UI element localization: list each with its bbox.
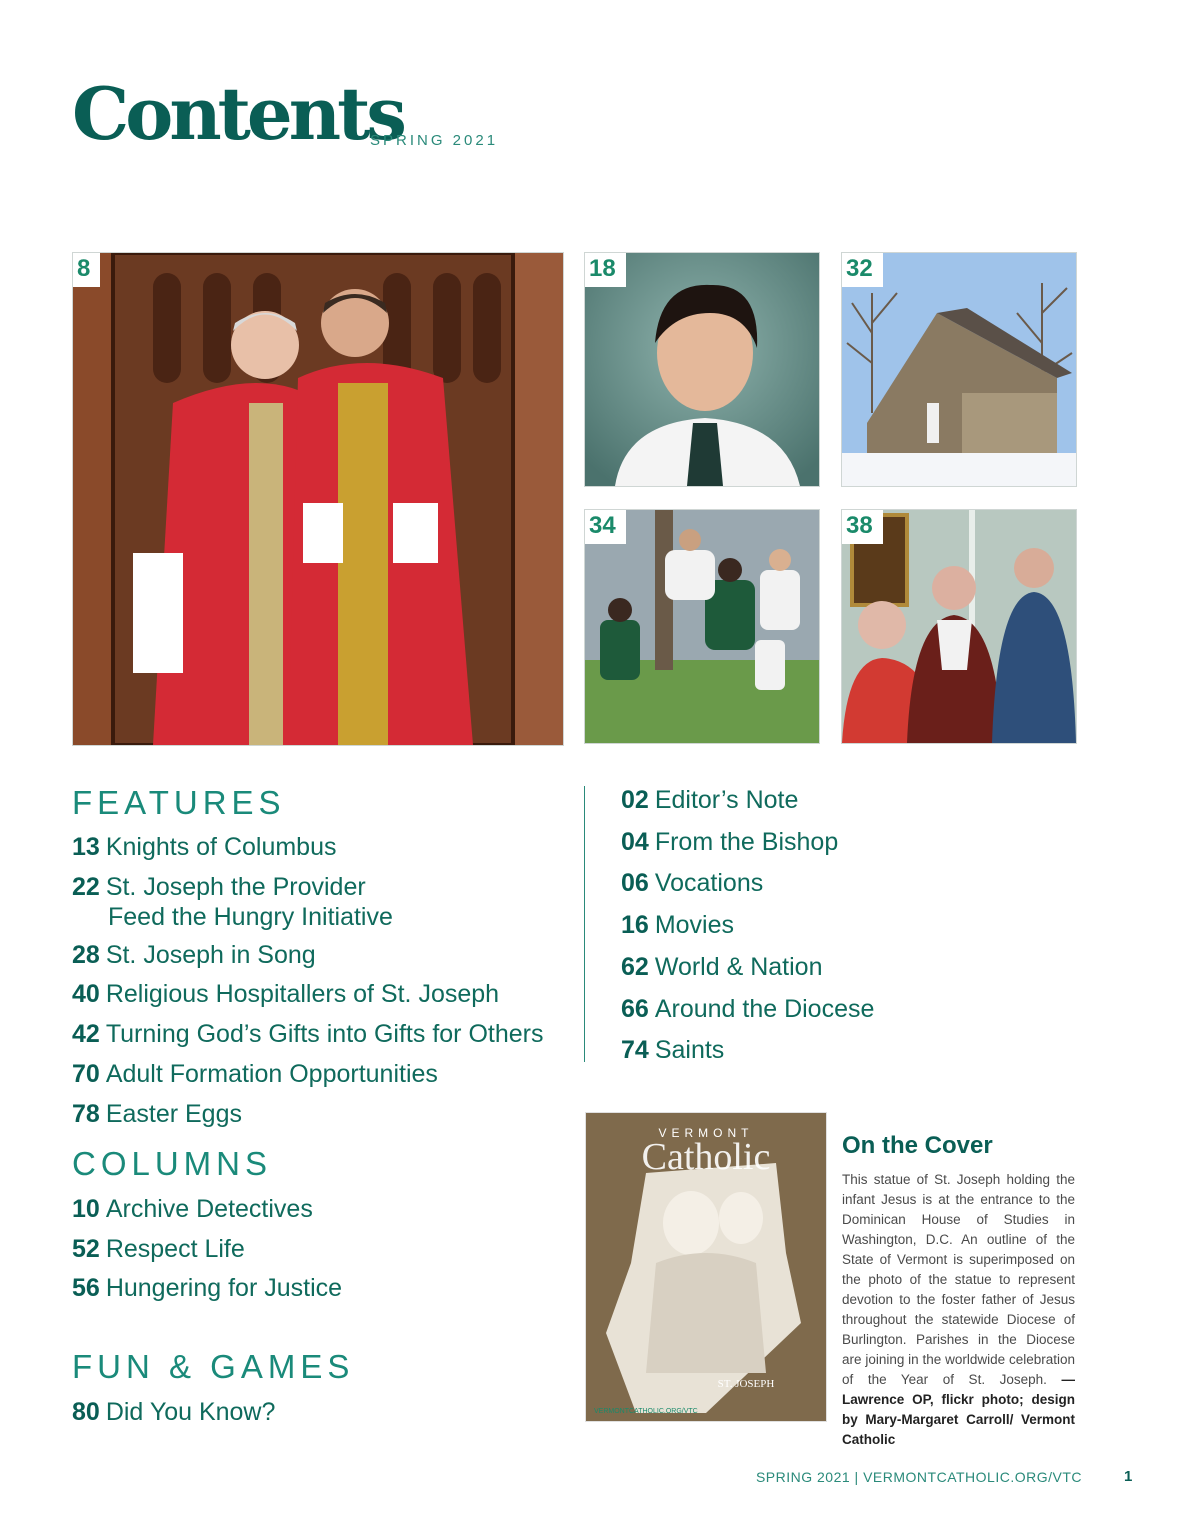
toc-item[interactable] [621, 868, 763, 898]
toc-item[interactable] [72, 1099, 242, 1129]
cover-url: VERMONTCATHOLIC.ORG/VTC [594, 1408, 698, 1415]
toc-item[interactable] [72, 872, 393, 932]
toc-title: Saints [654, 1036, 725, 1064]
toc-title: Archive Detectives [105, 1195, 313, 1223]
photo-page-number: 38 [842, 510, 883, 544]
photo-page-number: 18 [585, 253, 626, 287]
toc-title: St. Joseph the Provider [105, 873, 366, 901]
toc-title: World & Nation [654, 953, 823, 981]
toc-title: Respect Life [105, 1235, 245, 1263]
photo-page-number: 34 [585, 510, 626, 544]
toc-subtitle: Feed the Hungry Initiative [108, 903, 393, 931]
cover-mag-name: Catholic [641, 1136, 771, 1178]
columns-heading: COLUMNS [72, 1145, 273, 1182]
toc-title: Editor’s Note [654, 786, 799, 814]
column-divider [584, 786, 585, 1062]
photo-page-number: 32 [842, 253, 883, 287]
toc-item[interactable] [72, 1194, 313, 1224]
toc-item[interactable] [72, 1273, 342, 1303]
soccer-illustration [585, 510, 819, 743]
toc-title: Knights of Columbus [105, 833, 337, 861]
toc-page: 04 [621, 828, 649, 856]
cover-badge: ST. JOSEPH [717, 1378, 775, 1390]
toc-item[interactable] [72, 940, 316, 970]
toc-page: 10 [72, 1195, 100, 1223]
toc-title: From the Bishop [654, 828, 839, 856]
cover-mag-name-top: VERMONT [658, 1126, 754, 1140]
photo-page-number: 8 [73, 253, 100, 287]
toc-page: 40 [72, 980, 100, 1008]
toc-page: 66 [621, 995, 649, 1023]
cover-body: This statue of St. Joseph holding the infant Jesus is at the entrance to the Dominican House of Studies in Washington, D.C. An outline of the State of Vermont is superimposed on the photo of the statue to represent devotion to the foster father of Jesus throughout the statewide Diocese of Burlington. Parishes in the Diocese are joining in the worldwide celebration of the Year of St. Joseph. [842, 1172, 1075, 1387]
chapel-illustration [842, 253, 1076, 486]
toc-page: 56 [72, 1274, 100, 1302]
toc-item[interactable] [621, 952, 822, 982]
issue-label: SPRING 2021 [370, 132, 499, 149]
cover-illustration [586, 1113, 826, 1421]
toc-item[interactable] [621, 785, 798, 815]
boy-illustration [585, 253, 819, 486]
toc-page: 28 [72, 941, 100, 969]
toc-page: 22 [72, 873, 100, 901]
toc-page: 62 [621, 953, 649, 981]
cover-credit: — Lawrence OP, flickr photo; design by Mary-Margaret Carroll/ Vermont Catholic [842, 1372, 1075, 1447]
toc-item[interactable] [72, 1397, 275, 1427]
photo-sisters[interactable] [841, 509, 1077, 744]
toc-page: 80 [72, 1398, 100, 1426]
footer-text: SPRING 2021 | VERMONTCATHOLIC.ORG/VTC [755, 1469, 1082, 1485]
toc-page: 52 [72, 1235, 100, 1263]
toc-title: Turning God’s Gifts into Gifts for Others [105, 1020, 544, 1048]
toc-title: Vocations [654, 869, 764, 897]
toc-title: Movies [654, 911, 734, 939]
toc-item[interactable] [621, 994, 874, 1024]
toc-title: Around the Diocese [654, 995, 875, 1023]
cover-description [842, 1170, 1075, 1450]
photo-boy[interactable] [584, 252, 820, 487]
page-title: Contents [72, 71, 403, 156]
toc-item[interactable] [72, 1234, 245, 1264]
toc-item[interactable] [72, 1019, 543, 1049]
toc-title: St. Joseph in Song [105, 941, 316, 969]
toc-page: 13 [72, 833, 100, 861]
toc-page: 02 [621, 786, 649, 814]
toc-page: 78 [72, 1100, 100, 1128]
photo-chapel[interactable] [841, 252, 1077, 487]
toc-page: 16 [621, 911, 649, 939]
toc-title: Easter Eggs [105, 1100, 242, 1128]
cover-thumbnail[interactable] [585, 1112, 827, 1422]
toc-title: Religious Hospitallers of St. Joseph [105, 980, 500, 1008]
sisters-illustration [842, 510, 1076, 743]
toc-page: 70 [72, 1060, 100, 1088]
priests-illustration [73, 253, 563, 745]
toc-page: 74 [621, 1036, 649, 1064]
cover-heading: On the Cover [842, 1132, 993, 1159]
toc-item[interactable] [621, 910, 734, 940]
toc-item[interactable] [621, 1035, 724, 1065]
toc-item[interactable] [72, 1059, 438, 1089]
features-heading: FEATURES [72, 784, 286, 821]
toc-page: 06 [621, 869, 649, 897]
photo-soccer[interactable] [584, 509, 820, 744]
toc-item[interactable] [72, 979, 499, 1009]
toc-title: Adult Formation Opportunities [105, 1060, 438, 1088]
photo-priests[interactable] [72, 252, 564, 746]
fun-games-heading: FUN & GAMES [72, 1348, 355, 1385]
toc-item[interactable] [72, 832, 337, 862]
toc-title: Did You Know? [105, 1398, 276, 1426]
toc-item[interactable] [621, 827, 838, 857]
page-number: 1 [1124, 1468, 1133, 1485]
toc-page: 42 [72, 1020, 100, 1048]
toc-title: Hungering for Justice [105, 1274, 343, 1302]
